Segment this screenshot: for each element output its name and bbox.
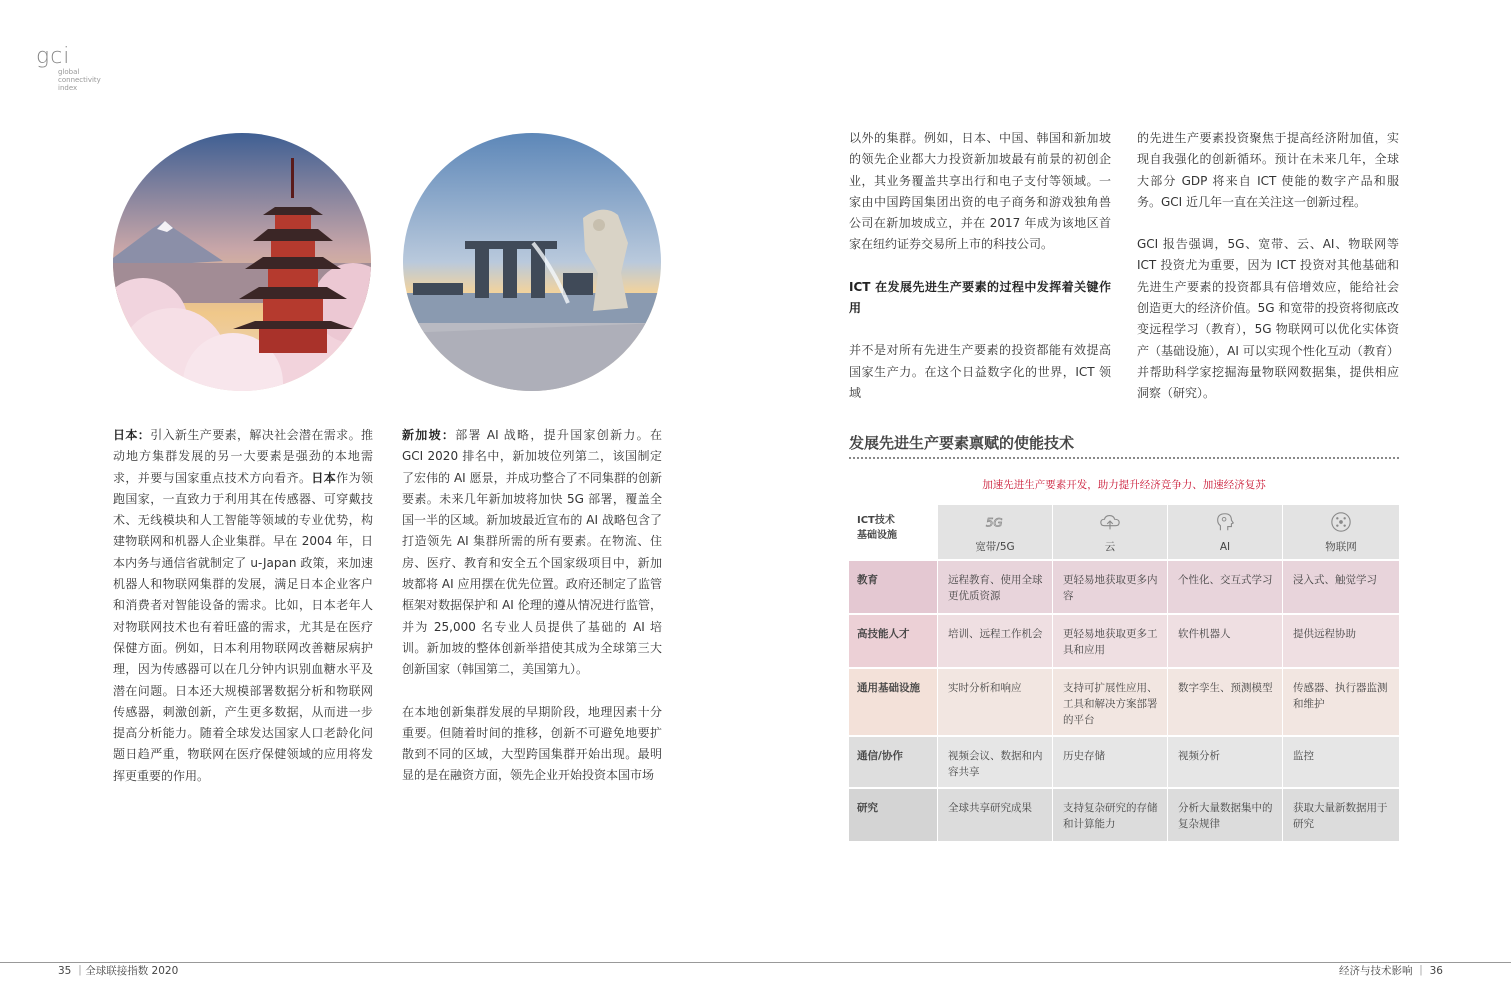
table-cell: 全球共享研究成果 xyxy=(938,789,1053,841)
table-cell: 软件机器人 xyxy=(1168,615,1283,669)
japan-bold: 日本 xyxy=(311,470,337,485)
table-cell: 获取大量新数据用于研究 xyxy=(1283,789,1399,841)
table-row-communication xyxy=(849,737,1399,789)
row-label: 教育 xyxy=(849,561,938,615)
table-cell: 视频分析 xyxy=(1168,737,1283,789)
logo-subtitle: global connectivity index xyxy=(58,68,101,92)
iot-icon xyxy=(1329,511,1353,533)
tech-cloud xyxy=(1053,505,1168,561)
cloud-icon xyxy=(1098,511,1122,533)
5g-icon xyxy=(983,511,1007,533)
table-cell: 更轻易地获取更多内容 xyxy=(1053,561,1168,615)
right-col1-paragraph-2: 并不是对所有先进生产要素的投资都能有效提高国家生产力。在这个日益数字化的世界，ICT 领域 xyxy=(849,343,1111,400)
table-cell: 浸入式、触觉学习 xyxy=(1283,561,1399,615)
row-label: 通信/协作 xyxy=(849,737,938,789)
japan-pagoda-photo xyxy=(113,133,371,391)
singapore-column xyxy=(402,425,662,808)
footer-left-page-label: 35 ｜全球联接指数 2020 xyxy=(58,965,179,977)
japan-paragraph xyxy=(113,425,373,787)
right-col2-paragraph-2: GCI 报告强调，5G、宽带、云、AI、物联网等 ICT 投资尤为重要，因为 ICT 投资对其他基础和先进生产要素的投资都具有倍增效应，能给社会创造更大的经济价值。5G 和宽带的投资将彻底改变远程学习（教育），5G 物联网可以优化实体资产（基础设施），AI 可以实现个性化互动（教育）并帮助科学家挖掘海量物联网数据集，提供相应洞察（研究）。 xyxy=(1137,237,1399,401)
singapore-paragraph xyxy=(402,425,662,681)
svg-text:5G: 5G xyxy=(985,515,1003,530)
footer-divider xyxy=(0,962,1511,963)
table-cell: 支持复杂研究的存储和计算能力 xyxy=(1053,789,1168,841)
tech-iot xyxy=(1283,505,1399,561)
table-cell: 分析大量数据集中的复杂规律 xyxy=(1168,789,1283,841)
table-cell: 视频会议、数据和内容共享 xyxy=(938,737,1053,789)
row-label: 研究 xyxy=(849,789,938,841)
table-title: 发展先进生产要素禀赋的使能技术 xyxy=(849,434,1075,452)
enabling-tech-table xyxy=(849,505,1399,841)
table-row-research xyxy=(849,789,1399,841)
table-row-skilled-talent xyxy=(849,615,1399,669)
tech-broadband-5g xyxy=(938,505,1053,561)
table-header-row xyxy=(849,505,1399,561)
tech-label: AI xyxy=(1219,541,1231,553)
tech-label: 宽带/5G xyxy=(975,541,1015,553)
table-cell: 实时分析和响应 xyxy=(938,669,1053,737)
table-cell: 远程教育、使用全球更优质资源 xyxy=(938,561,1053,615)
table-row-education xyxy=(849,561,1399,615)
ict-heading: ICT 在发展先进生产要素的过程中发挥着关键作用 xyxy=(849,279,1111,316)
right-column-2 xyxy=(1137,128,1399,426)
tech-label: 云 xyxy=(1104,541,1116,553)
gci-logo xyxy=(36,46,116,96)
right-col1-paragraph-1: 以外的集群。例如，日本、中国、韩国和新加坡的领先企业都大力投资新加坡最有前景的初创企业，其业务覆盖共享出行和电子支付等领域。一家由中国跨国集团出资的电子商务和游戏独角兽公司在新加坡成立，并在 2017 年成为该地区首家在纽约证券交易所上市的科技公司。 xyxy=(849,131,1111,252)
row-label: 通用基础设施 xyxy=(849,669,938,737)
japan-lead-bold: 日本： xyxy=(113,428,151,442)
right-column-1 xyxy=(849,128,1111,425)
table-cell: 培训、远程工作机会 xyxy=(938,615,1053,669)
logo-mark: gci xyxy=(36,44,71,69)
ai-head-icon xyxy=(1213,511,1237,533)
table-cell: 历史存储 xyxy=(1053,737,1168,789)
dotted-divider xyxy=(849,457,1399,459)
japan-column xyxy=(113,425,373,808)
japan-lead-text: 引入新生产要素，解决社会潜在需求。推动地方集群发展的另一大要素是强劲的本地需求，并要与国家重点技术方向看齐。 xyxy=(113,428,373,485)
right-col2-paragraph-1: 的先进生产要素投资聚焦于提高经济附加值，实现自我强化的创新循环。预计在未来几年，全球大部分 GDP 将来自 ICT 使能的数字产品和服务。GCI 近几年一直在关注这一创新过程。 xyxy=(1137,131,1399,209)
tech-label: 物联网 xyxy=(1325,541,1357,553)
footer-right-page-label: 经济与技术影响 ｜ 36 xyxy=(1338,965,1443,977)
table-row-infrastructure xyxy=(849,669,1399,737)
table-cell: 支持可扩展性应用、工具和解决方案部署的平台 xyxy=(1053,669,1168,737)
table-cell: 监控 xyxy=(1283,737,1399,789)
corner-label: ICT技术 基础设施 xyxy=(849,505,938,561)
singapore-lead-bold: 新加坡： xyxy=(402,428,456,442)
table-cell: 更轻易地获取更多工具和应用 xyxy=(1053,615,1168,669)
table-cell: 传感器、执行器监测和维护 xyxy=(1283,669,1399,737)
table-subtitle: 加速先进生产要素开发，助力提升经济竞争力、加速经济复苏 xyxy=(982,479,1266,491)
row-label: 高技能人才 xyxy=(849,615,938,669)
japan-body-text: 作为领跑国家，一直致力于利用其在传感器、可穿戴技术、无线模块和人工智能等领域的专业优势，构建物联网和机器人企业集群。早在 2004 年，日本内务与通信省就制定了 u-Japan 政策，来加速机器人和物联网集群的发展，满足日本企业客户和消费者对智能设备的需求。比如，日本老年人对物联网技术也有着旺盛的需求，尤其是在医疗保健方面。例如，日本利用物联网改善糖尿病护理，因为传感器可以在几分钟内识别血糖水平及潜在问题。日本还大规模部署数据分析和物联网传感器，刺激创新，产生更多数据，从而进一步提高分析能力。随着全球发达国家人口老龄化问题日趋严重，物联网在医疗保健领域的应用将发挥更重要的作用。 xyxy=(113,470,373,783)
table-cell: 提供远程协助 xyxy=(1283,615,1399,669)
tech-ai xyxy=(1168,505,1283,561)
singapore-lead-text: 部署 AI 战略，提升国家创新力。在 GCI 2020 排名中，新加坡位列第二，该国制定了宏伟的 AI 愿景，并成功整合了不同集群的创新要素。未来几年新加坡将加快 5G 部署，覆盖全国一半的区域。新加坡最近宣布的 AI 战略包含了打造领先 AI 集群所需的所有要素。在物流、住房、医疗、教育和安全五个国家级项目中，新加坡都将 AI 应用摆在优先位置。政府还制定了监管框架对数据保护和 AI 伦理的遵从情况进行监管，并为 25,000 名专业人员提供了基础的 AI 培训。新加坡的整体创新举措使其成为全球第三大创新国家（韩国第二，美国第九）。 xyxy=(402,428,662,677)
cluster-paragraph: 在本地创新集群发展的早期阶段，地理因素十分重要。但随着时间的推移，创新不可避免地要扩散到不同的区域，大型跨国集群开始出现。最明显的是在融资方面，领先企业开始投资本国市场 xyxy=(402,704,662,783)
singapore-merlion-photo xyxy=(403,133,661,391)
table-cell: 数字孪生、预测模型 xyxy=(1168,669,1283,737)
table-cell: 个性化、交互式学习 xyxy=(1168,561,1283,615)
